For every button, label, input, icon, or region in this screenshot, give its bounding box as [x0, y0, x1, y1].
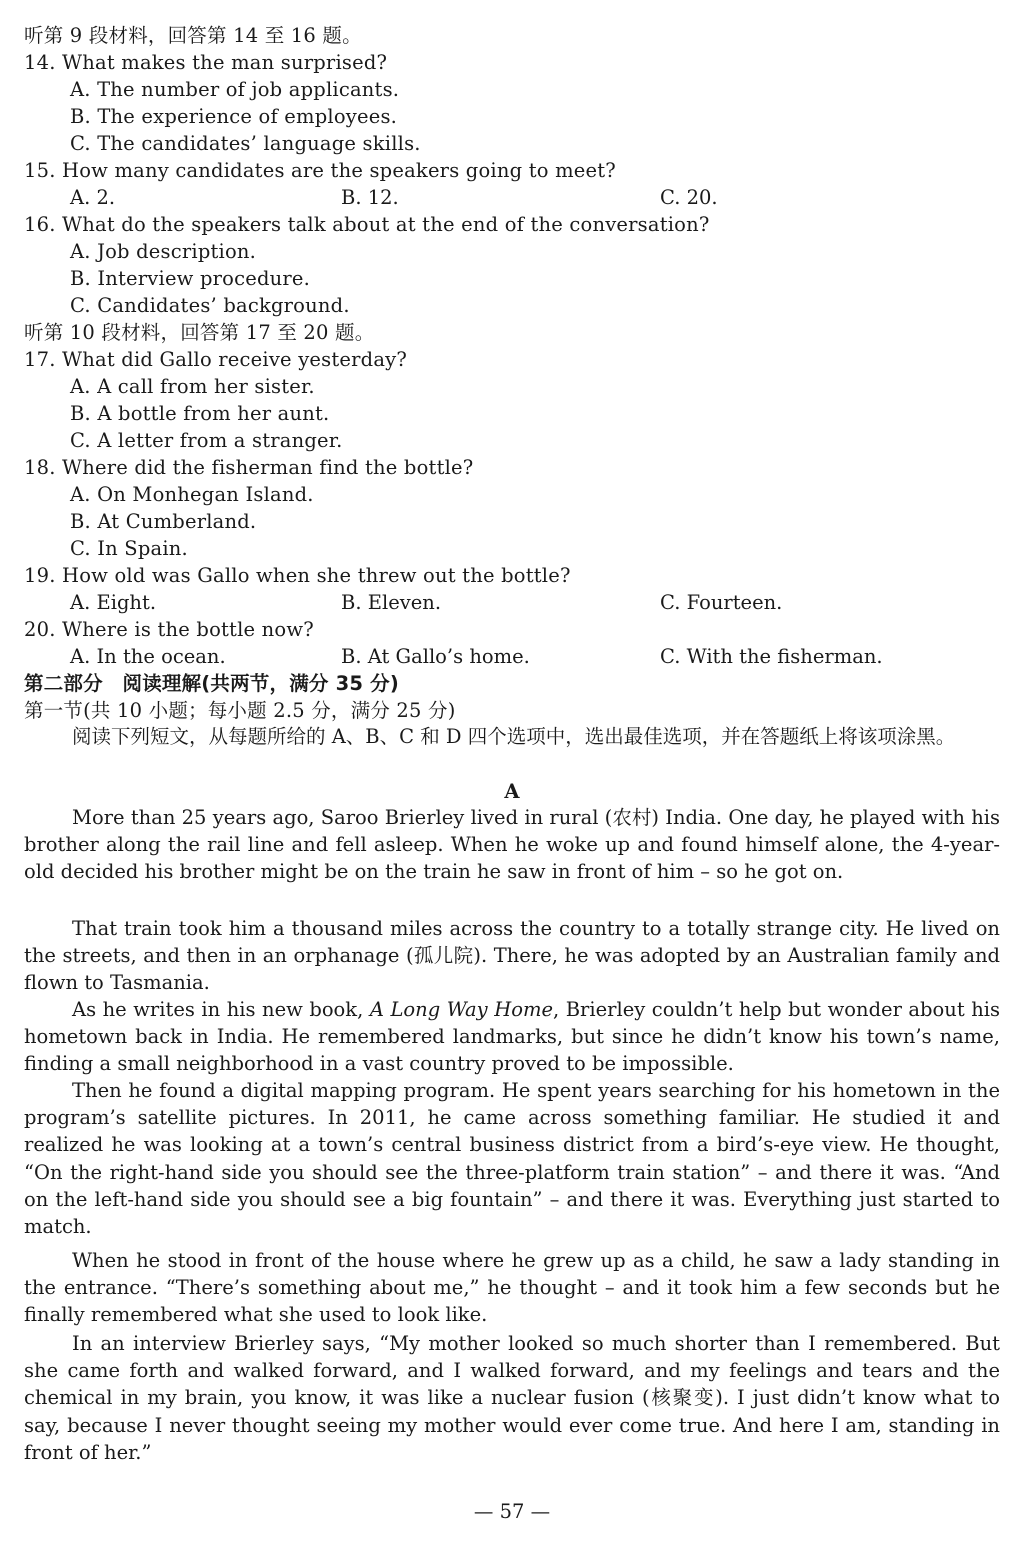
passage-paragraph-3 [24, 996, 1000, 1078]
passage-paragraph-1 [24, 804, 1000, 886]
q20-stem: 20. Where is the bottle now? [24, 618, 314, 641]
q17-option-a: A. A call from her sister. [70, 375, 315, 398]
passage-paragraph-5 [24, 1247, 1000, 1329]
q15-option-c: C. 20. [660, 186, 718, 209]
q16-option-b: B. Interview procedure. [70, 267, 311, 290]
q15-option-b: B. 12. [341, 186, 399, 209]
passage-title: A [504, 780, 520, 803]
passage-paragraph-2 [24, 915, 1000, 997]
part2-section1: 第一节(共 10 小题；每小题 2.5 分，满分 25 分) [24, 699, 456, 722]
q14-option-a: A. The number of job applicants. [70, 78, 400, 101]
passage-paragraph-4 [24, 1077, 1000, 1240]
paragraph-3-text-start: As he writes in his new book, [72, 998, 370, 1021]
paragraph-4-text: Then he found a digital mapping program. He spent years searching for his hometown in the program’s satellite pictures. In 2011, he came across something familiar. He studied it and realized he was looking at a town’s central business district from a bird’s-eye view. He thought, “On the right-hand side you should see the three-platform train station” – and there it was. “And on the left-hand side you should see a big fountain” – and there it was. Everything just started to match. [24, 1079, 1000, 1239]
paragraph-3-text-end: , Brierley couldn’t help but wonder about his hometown back in India. He remembered landmarks, but since he didn’t know his town’s name, finding a small neighborhood in a vast country proved to be impossible. [24, 998, 1000, 1076]
section9-header: 听第 9 段材料，回答第 14 至 16 题。 [24, 24, 362, 47]
q15-option-a: A. 2. [70, 186, 116, 209]
q16-option-a: A. Job description. [70, 240, 257, 263]
q14-stem: 14. What makes the man surprised? [24, 51, 388, 74]
paragraph-2-text: That train took him a thousand miles across the country to a totally strange city. He lived on the streets, and then in an orphanage (孤儿院). There, he was adopted by an Australian family and flown to Tasmania. [24, 917, 1000, 995]
instruction-text: 阅读下列短文，从每题所给的 A、B、C 和 D 四个选项中，选出最佳选项，并在答题纸上将该项涂黑。 [72, 725, 956, 748]
q16-stem: 16. What do the speakers talk about at the end of the conversation? [24, 213, 710, 236]
q19-option-b: B. Eleven. [341, 591, 442, 614]
passage-paragraph-6 [24, 1330, 1000, 1466]
q18-option-c: C. In Spain. [70, 537, 188, 560]
q17-option-c: C. A letter from a stranger. [70, 429, 343, 452]
q20-option-b: B. At Gallo’s home. [341, 645, 530, 668]
page-number: — 57 — [473, 1500, 551, 1523]
q19-stem: 19. How old was Gallo when she threw out the bottle? [24, 564, 571, 587]
q15-stem: 15. How many candidates are the speakers going to meet? [24, 159, 616, 182]
q14-option-c: C. The candidates’ language skills. [70, 132, 421, 155]
q17-option-b: B. A bottle from her aunt. [70, 402, 330, 425]
q17-stem: 17. What did Gallo receive yesterday? [24, 348, 408, 371]
q20-option-a: A. In the ocean. [70, 645, 226, 668]
q18-stem: 18. Where did the fisherman find the bottle? [24, 456, 474, 479]
paragraph-5-text: When he stood in front of the house where he grew up as a child, he saw a lady standing in the entrance. “There’s something about me,” he thought – and it took him a few seconds but he finally remembered what she used to look like. [24, 1249, 1000, 1327]
q19-option-c: C. Fourteen. [660, 591, 783, 614]
q20-option-c: C. With the fisherman. [660, 645, 883, 668]
part2-title: 第二部分 阅读理解(共两节，满分 35 分) [24, 672, 399, 695]
section10-header: 听第 10 段材料，回答第 17 至 20 题。 [24, 321, 375, 344]
q14-option-b: B. The experience of employees. [70, 105, 398, 128]
paragraph-1-text: More than 25 years ago, Saroo Brierley lived in rural (农村) India. One day, he played with his brother along the rail line and fell asleep. When he woke up and found himself alone, the 4-year-old decided his brother might be on the train he saw in front of him – so he got on. [24, 806, 1000, 884]
part2-instruction [24, 723, 1000, 750]
paragraph-6-text: In an interview Brierley says, “My mother looked so much shorter than I remembered. But she came forth and walked forward, and I walked forward, and my feelings and tears and the chemical in my brain, you know, it was like a nuclear fusion (核聚变). I just didn’t know what to say, because I never thought seeing my mother would ever come true. And here I am, standing in front of her.” [24, 1332, 1000, 1464]
q19-option-a: A. Eight. [70, 591, 157, 614]
q18-option-b: B. At Cumberland. [70, 510, 257, 533]
q16-option-c: C. Candidates’ background. [70, 294, 350, 317]
book-title: A Long Way Home [369, 998, 553, 1021]
q18-option-a: A. On Monhegan Island. [70, 483, 314, 506]
